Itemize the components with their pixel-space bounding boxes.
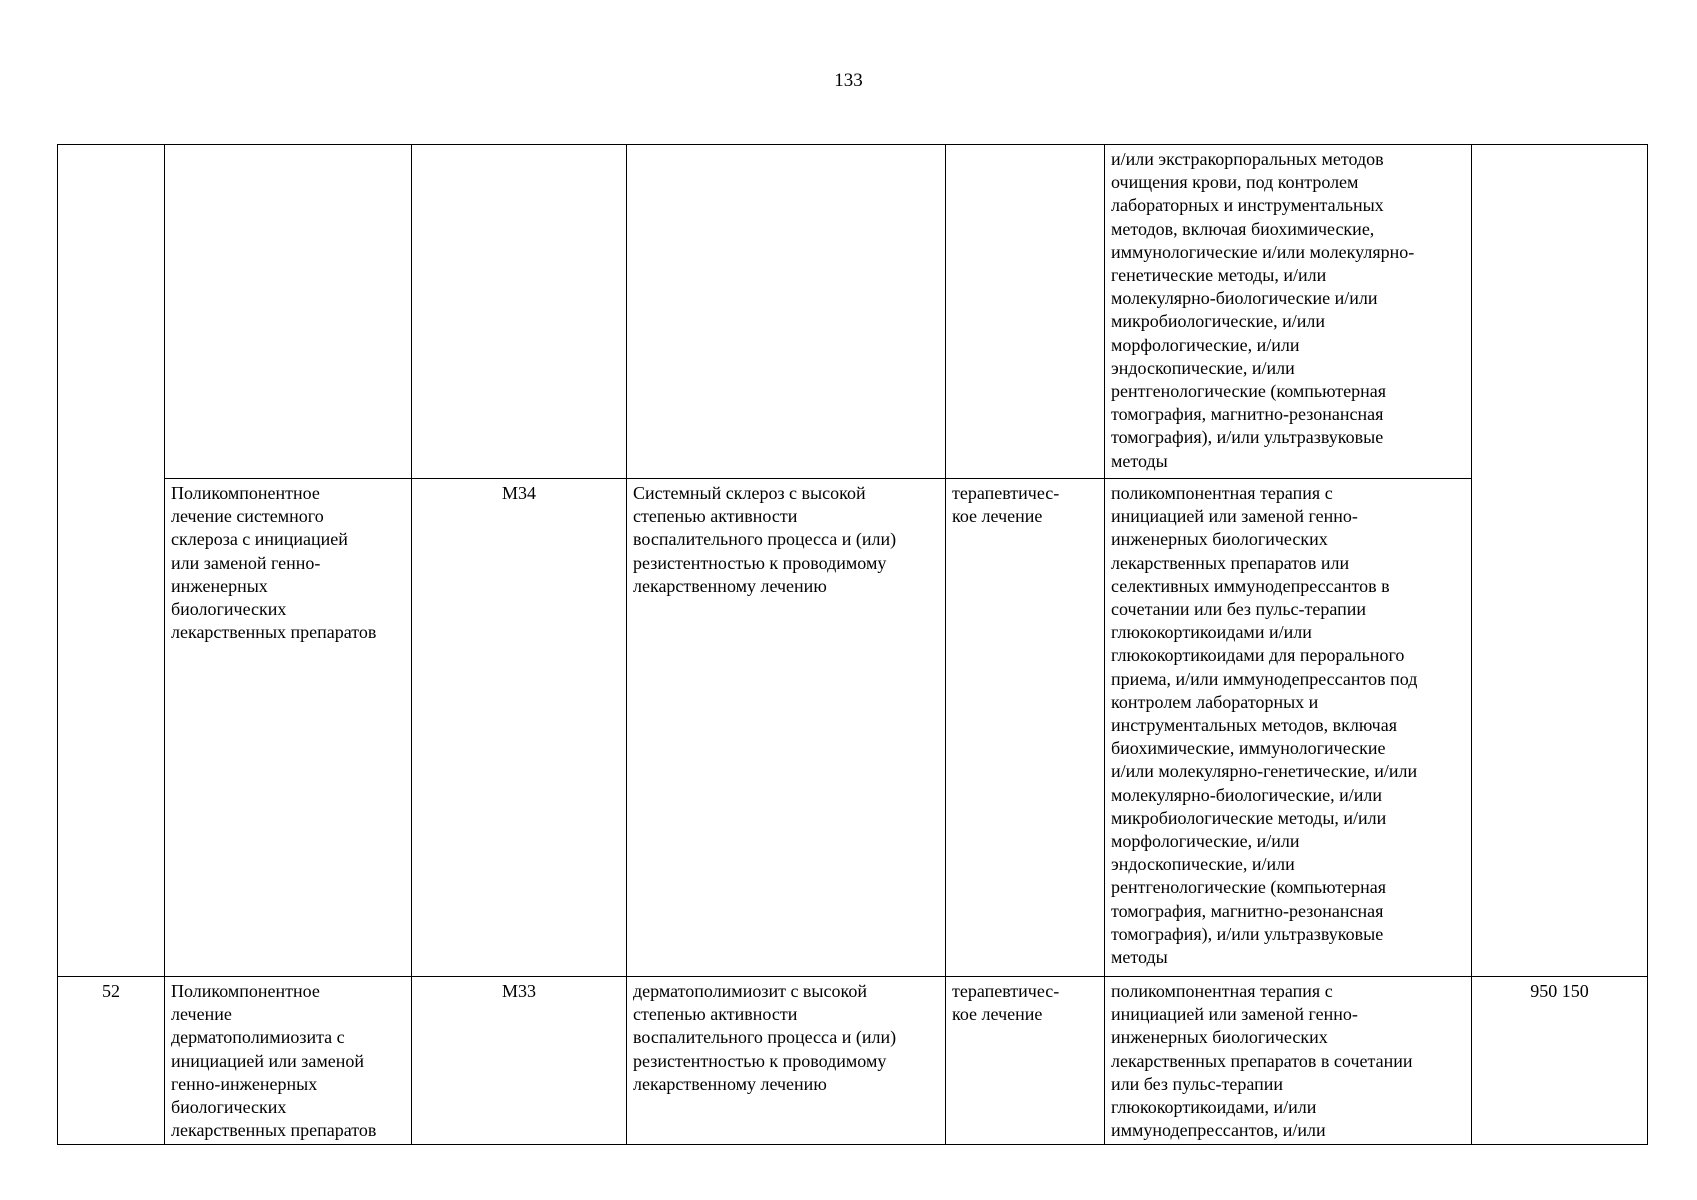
cost-cell: 950 150: [1472, 977, 1648, 1145]
icd-code-cell: M33: [412, 977, 627, 1145]
treatment-method-cell: поликомпонентная терапия с инициацией или заменой генно- инженерных биологических лекарственных препаратов в сочетании или без пульс-терапии глюкокортикоидами, и/или иммунодепрессантов, и/или: [1105, 977, 1472, 1145]
care-name-cell: Поликомпонентное лечение системного склероза с инициацией или заменой генно- инженерных биологических лекарственных препаратов: [165, 479, 412, 977]
icd-code-cell: M34: [412, 479, 627, 977]
row-number-cell: 52: [58, 977, 165, 1145]
treatment-method-cell: и/или экстракорпоральных методов очищения крови, под контролем лабораторных и инструментальных методов, включая биохимические, иммунологические и/или молекулярно- генетические методы, и/или молекулярно-биологические и/или микробиологические, и/или морфологические, и/или эндоскопические, и/или рентгенологические (компьютерная томография, магнитно-резонансная томография), и/или ультразвуковые методы: [1105, 145, 1472, 479]
page-number: 133: [834, 70, 863, 91]
patient-model-cell: Системный склероз с высокой степенью активности воспалительного процесса и (или) резистентностью к проводимому лекарственному лечению: [627, 479, 946, 977]
patient-model-cell: [627, 145, 946, 479]
table-row: [58, 145, 1648, 479]
cost-cell: [1472, 145, 1648, 977]
medical-care-table: [57, 144, 1648, 1145]
care-name-cell: Поликомпонентное лечение дерматополимиозита с инициацией или заменой генно-инженерных биологических лекарственных препаратов: [165, 977, 412, 1145]
care-name-cell: [165, 145, 412, 479]
treatment-type-cell: [946, 145, 1105, 479]
treatment-method-cell: поликомпонентная терапия с инициацией или заменой генно- инженерных биологических лекарственных препаратов или селективных иммунодепрессантов в сочетании или без пульс-терапии глюкокортикоидами и/или глюкокортикоидами для перорального приема, и/или иммунодепрессантов под контролем лабораторных и инструментальных методов, включая биохимические, иммунологические и/или молекулярно-генетические, и/или молекулярно-биологические, и/или микробиологические методы, и/или морфологические, и/или эндоскопические, и/или рентгенологические (компьютерная томография, магнитно-резонансная томография), и/или ультразвуковые методы: [1105, 479, 1472, 977]
table-row: [58, 479, 1648, 977]
table-row: [58, 977, 1648, 1145]
row-number-cell: [58, 145, 165, 977]
patient-model-cell: дерматополимиозит с высокой степенью активности воспалительного процесса и (или) резистентностью к проводимому лекарственному лечению: [627, 977, 946, 1145]
icd-code-cell: [412, 145, 627, 479]
treatment-type-cell: терапевтичес- кое лечение: [946, 977, 1105, 1145]
treatment-type-cell: терапевтичес- кое лечение: [946, 479, 1105, 977]
